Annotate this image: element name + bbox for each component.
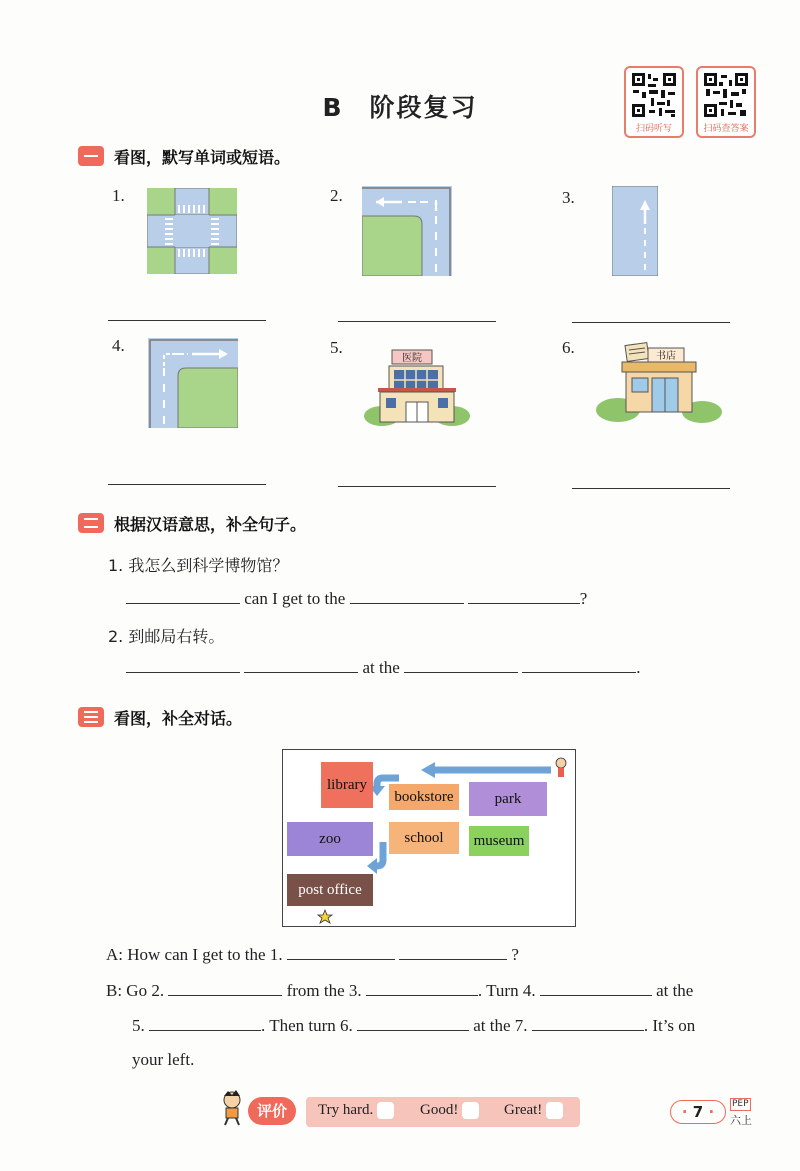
map-place-park: park — [469, 782, 547, 816]
dialogue-b-line-1: B: Go 2. from the 3. . Turn 4. at the — [106, 981, 694, 1000]
blank-2-1-c[interactable] — [468, 590, 580, 604]
blank-2-2-c[interactable] — [404, 659, 518, 673]
blank-3-1b[interactable] — [399, 946, 507, 960]
evaluation-label: 评价 — [248, 1097, 296, 1125]
map-place-bookstore: bookstore — [389, 784, 459, 810]
town-map — [282, 749, 576, 927]
blank-2-1-b[interactable] — [350, 590, 464, 604]
dialogue-a-line: A: How can I get to the 1. ? — [106, 945, 519, 964]
go-straight-picture — [612, 186, 658, 276]
map-place-library: library — [321, 762, 373, 808]
rating-try-hard[interactable]: Try hard. — [318, 1102, 394, 1119]
turn-left-picture — [362, 186, 452, 276]
answer-line-3[interactable] — [572, 322, 730, 323]
dialogue-b-line-2: 5. . Then turn 6. at the 7. . It’s on — [132, 1016, 696, 1035]
dialogue-b-line-3: your left. — [132, 1050, 195, 1069]
section-1-badge — [78, 146, 104, 166]
answer-line-5[interactable] — [338, 486, 496, 487]
blank-3-2[interactable] — [168, 982, 282, 996]
checkbox-good[interactable] — [462, 1102, 479, 1119]
hospital-picture — [364, 344, 470, 426]
section-3-badge — [78, 707, 104, 727]
blank-2-2-a[interactable] — [126, 659, 240, 673]
bookstore-sign: 书店 — [656, 351, 676, 362]
rating-good[interactable]: Good! — [420, 1102, 479, 1119]
blank-2-2-d[interactable] — [522, 659, 636, 673]
page-number: · 7 · — [670, 1100, 726, 1124]
map-place-zoo: zoo — [287, 822, 373, 856]
question-2-2-english: at the . — [126, 658, 641, 678]
blank-3-4[interactable] — [540, 982, 652, 996]
item-2-number: 2. — [330, 186, 343, 205]
item-6-number: 6. — [562, 338, 575, 357]
bookstore-picture — [596, 340, 722, 424]
blank-3-7[interactable] — [532, 1017, 644, 1031]
checkbox-great[interactable] — [546, 1102, 563, 1119]
qr-code-icon — [631, 72, 677, 118]
blank-3-6[interactable] — [357, 1017, 469, 1031]
answer-line-4[interactable] — [108, 484, 266, 485]
question-2-1-english: can I get to the ? — [126, 589, 587, 609]
item-4-number: 4. — [112, 336, 125, 355]
answer-line-6[interactable] — [572, 488, 730, 489]
answer-line-2[interactable] — [338, 321, 496, 322]
grade-label: 六上 — [730, 1114, 752, 1127]
star-icon — [318, 910, 332, 923]
blank-2-2-b[interactable] — [244, 659, 358, 673]
evaluation-bar — [306, 1097, 580, 1127]
map-place-museum: museum — [469, 826, 529, 856]
map-place-school: school — [389, 822, 459, 854]
item-1-number: 1. — [112, 186, 125, 205]
section-3-heading: 看图，补全对话。 — [78, 706, 242, 728]
rating-great[interactable]: Great! — [504, 1102, 563, 1119]
question-2-2: 2. 到邮局右转。 — [108, 627, 225, 646]
crossing-picture — [147, 188, 237, 274]
page-title: B 阶段复习 — [322, 93, 478, 122]
qr-code-icon — [703, 72, 749, 118]
qr-dictation[interactable]: 扫码听写 — [624, 66, 684, 138]
blank-3-3[interactable] — [366, 982, 478, 996]
question-2-1: 1. 我怎么到科学博物馆？ — [108, 556, 289, 575]
turn-right-picture — [148, 338, 238, 428]
blank-2-1-a[interactable] — [126, 590, 240, 604]
map-place-post-office: post office — [287, 874, 373, 906]
section-2-badge — [78, 513, 104, 533]
hospital-sign: 医院 — [402, 353, 422, 364]
section-1-heading: 看图，默写单词或短语。 — [78, 145, 290, 167]
blank-3-5[interactable] — [149, 1017, 261, 1031]
edition-label: PEP — [732, 1099, 749, 1109]
qr-answers[interactable]: 扫码查答案 — [696, 66, 756, 138]
mascot-icon — [216, 1090, 248, 1126]
child-icon — [556, 758, 566, 768]
item-3-number: 3. — [562, 188, 575, 207]
item-5-number: 5. — [330, 338, 343, 357]
answer-line-1[interactable] — [108, 320, 266, 321]
checkbox-try-hard[interactable] — [377, 1102, 394, 1119]
blank-3-1a[interactable] — [287, 946, 395, 960]
section-2-heading: 根据汉语意思，补全句子。 — [78, 512, 306, 534]
